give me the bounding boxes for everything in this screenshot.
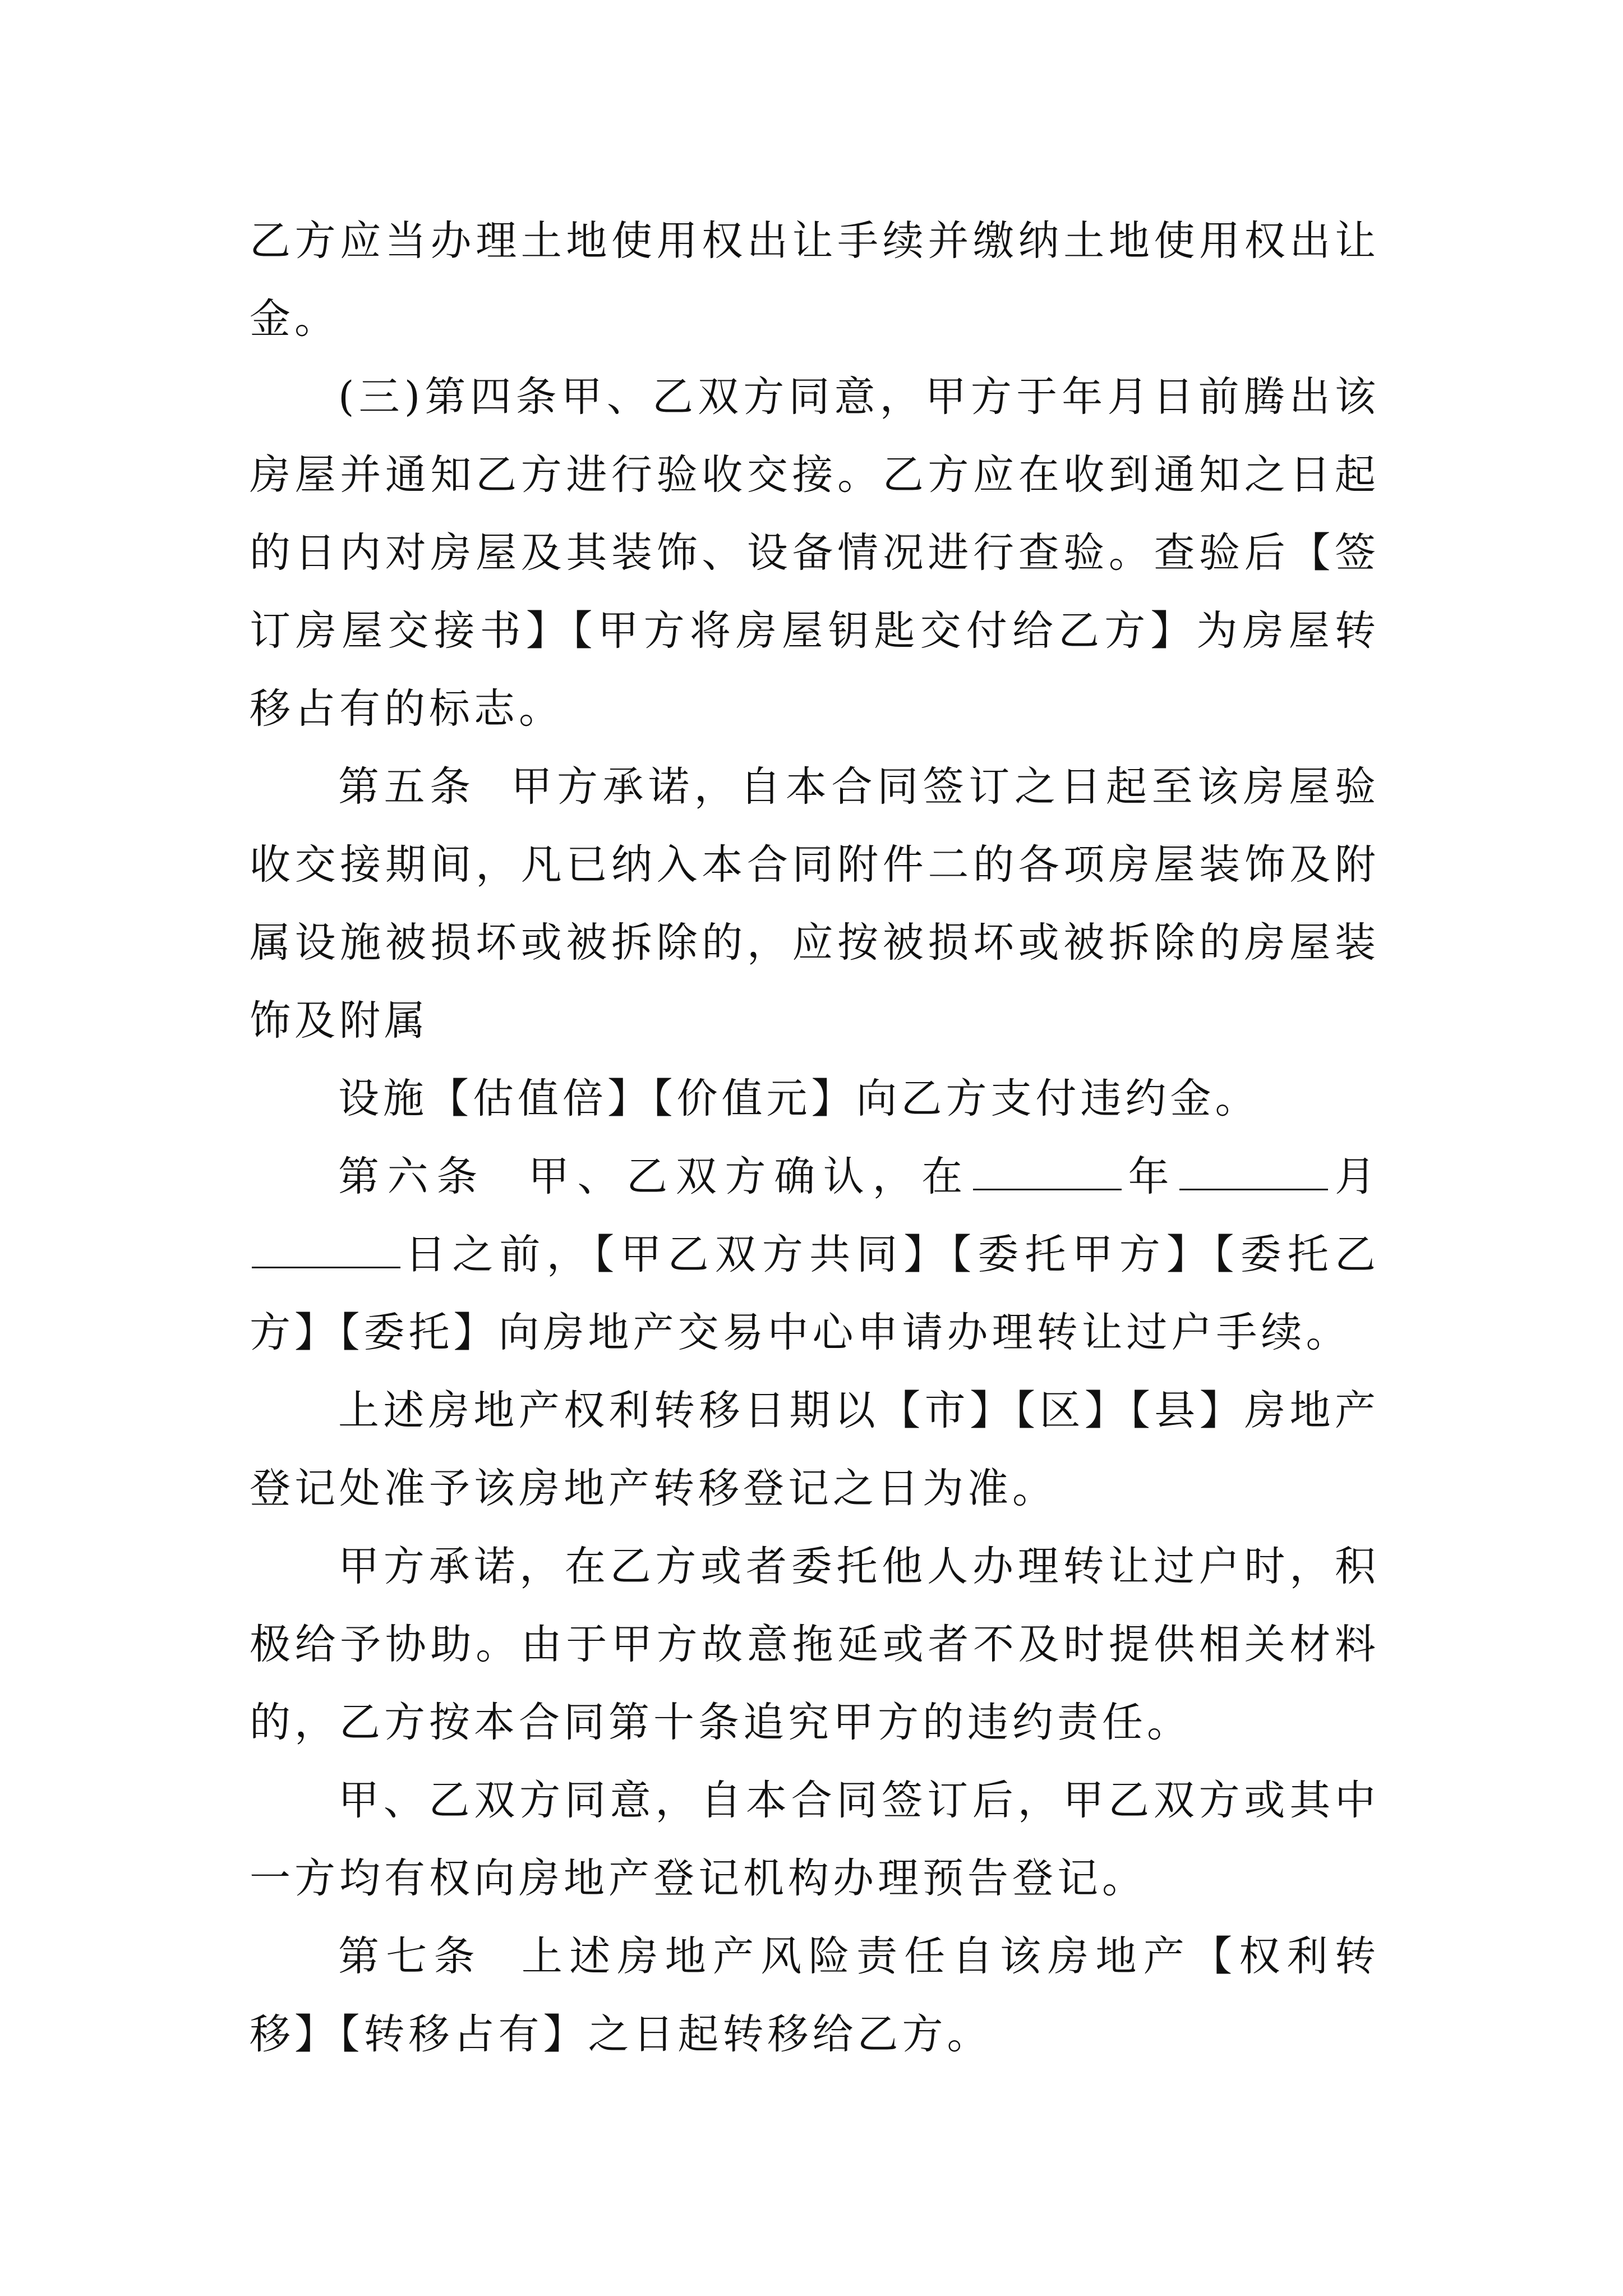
paragraph-article-6 [250,1138,1380,1372]
day-blank-field [252,1233,400,1268]
contract-body [250,202,1380,2073]
paragraph-article-5: 第五条 甲方承诺，自本合同签订之日起至该房屋验收交接期间，凡已纳入本合同附件二的各项房屋装饰及附属设施被损坏或被拆除的，应按被损坏或被拆除的房屋装饰及附属 [250,763,1380,1045]
month-label: 月 [1330,1153,1380,1200]
year-blank-field [973,1155,1122,1190]
year-label: 年 [1123,1153,1178,1200]
paragraph-land-use-fee: 乙方应当办理土地使用权出让手续并缴纳土地使用权出让金。 [250,217,1380,343]
article-6-suffix: 日之前，【甲乙双方共同】【委托甲方】【委托乙方】【委托】向房地产交易中心申请办理转让过户手续。 [250,1231,1380,1356]
paragraph-article-4: (三)第四条甲、乙双方同意，甲方于年月日前腾出该房屋并通知乙方进行验收交接。乙方应在收到通知之日起的日内对房屋及其装饰、设备情况进行查验。查验后【签订房屋交接书】【甲方将房屋钥匙交付给乙方】为房屋转移占有的标志。 [250,373,1380,733]
month-blank-field [1179,1155,1328,1190]
paragraph-transfer-date: 上述房地产权利转移日期以【市】【区】【县】房地产登记处准予该房地产转移登记之日为准。 [250,1387,1380,1512]
paragraph-advance-registration: 甲、乙双方同意，自本合同签订后，甲乙双方或其中一方均有权向房地产登记机构办理预告登记。 [250,1777,1380,1902]
paragraph-seller-assistance: 甲方承诺，在乙方或者委托他人办理转让过户时，积极给予协助。由于甲方故意拖延或者不及时提供相关材料的，乙方按本合同第十条追究甲方的违约责任。 [250,1543,1380,1746]
paragraph-article-7: 第七条 上述房地产风险责任自该房地产【权利转移】【转移占有】之日起转移给乙方。 [250,1932,1380,2058]
article-6-prefix: 第六条 甲、乙双方确认，在 [338,1153,971,1200]
paragraph-article-5-penalty: 设施【估值倍】【价值元】向乙方支付违约金。 [338,1075,1260,1122]
